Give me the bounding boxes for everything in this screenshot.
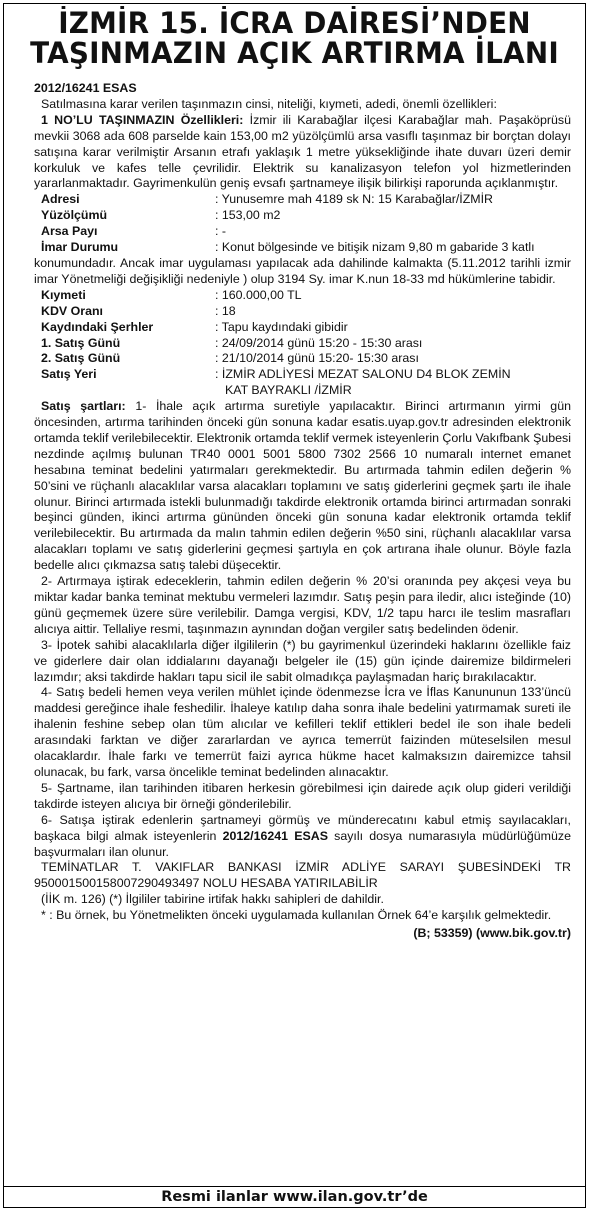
terms-5: 5- Şartname, ilan tarihinden itibaren herkesin görebilmesi için dairede açık olup gideri verildiği takdirde isteyen alıcıya bir örneği gönderilebilir. <box>34 780 571 811</box>
detail-zoning: İmar Durumu : Konut bölgesinde ve bitişik nizam 9,80 m gabaride 3 katlı <box>41 240 535 255</box>
terms-2: 2- Artırmaya iştirak edeceklerin, tahmin edilen değerin % 20’si oranında pey akçesi veya bu miktar kadar banka teminat mektubu vermeleri lazımdır. Satış peşin para iledir, alıcı isteğinde (10) günü geçmemek üzere süre verilebilir. Damga vergisi, KDV, 1/2 tapu harcı ile teslim masrafları alıcıya aittir. Tellaliye resmi, taşınmazın aynından doğan vergiler satış bedelinden ödenir. <box>34 574 571 636</box>
detail-value: Kıymeti : 160.000,00 TL <box>41 287 302 302</box>
terms-4: 4- Satış bedeli hemen veya verilen mühlet içinde ödenmezse İcra ve İflas Kanununun 133’üncü maddesi gereğince ihale feshedilir. İhaleye katılıp daha sonra ihale bedelini yatırmamak sureti ile ihalenin feshine sebep olan tüm alıcılar ve kefilleri teklif ettikleri bedel ile son ihale bedeli arasındaki farktan ve diğer zararlardan ve ayrıca temerrüt faizinden müteselsilen mesul olacaklardır. İhale farkı ve temerrüt faizi ayrıca hükme hacet kalmaksızın dairemizce tahsil olunacak, bu fark, varsa öncelikle teminat bedelinden alınacaktır. <box>34 685 571 779</box>
guarantee-account: TEMİNATLAR T. VAKIFLAR BANKASI İZMİR ADLİYE SARAYI ŞUBESİNDEKİ TR 950001500158007290493497 NOLU HESABA YATIRILABİLİR <box>34 860 571 891</box>
intro-text: Satılmasına karar verilen taşınmazın cinsi, niteliği, kıymeti, adedi, önemli özellikleri: <box>41 96 497 111</box>
notice-body <box>34 81 571 942</box>
property-text: İzmir ili Karabağlar ilçesi Karabağlar mah. Paşaköprüsü mevkii 3068 ada 608 parselde kain 153,00 m2 yüzölçümlü arsa vasıflı taşınmaz bir borçtan dolayı satışına karar verilmiştir Arsanın etrafı yaklaşık 1 metre yüksekliğinde ihate duvarı üzeri demir korkuluk ve kafes telle çevrilidir. Elektrik su kanalizasyon telefon yol hizmetlerinden yararlanmaktadır. Gayrimenkulün geniş evsafı şartnameye ilişik bilirkişi raporunda açıklanmıştır. <box>34 112 571 191</box>
detail-annotations: Kaydındaki Şerhler : Tapu kaydındaki gibidir <box>41 319 348 334</box>
footer-banner: Resmi ilanlar www.ilan.gov.tr’de <box>4 1186 585 1207</box>
iik-note: (İİK m. 126) (*) İlgililer tabirine irtifak hakkı sahipleri de dahildir. <box>41 892 384 907</box>
reference: (B; 53359) (www.bik.gov.tr) <box>413 926 571 941</box>
detail-vat: KDV Oranı : 18 <box>41 303 236 318</box>
terms-heading: Satış şartları: <box>41 399 126 414</box>
detail-address: Adresi : Yunusemre mah 4189 sk N: 15 Karabağlar/İZMİR <box>41 192 494 207</box>
terms-6: 6- Satışa iştirak edenlerin şartnameyi görmüş ve münderecatını kabul etmiş sayılacakları, başkaca bilgi almak isteyenlerin 2012/16241 ESAS sayılı dosya numarasıyla müdürlüğümüze başvurmaları ilan olunur. <box>34 812 571 859</box>
zoning-text: konumundadır. Ancak imar uygulaması yapılacak ada dahilinde kalmakta (5.11.2012 tarihli izmir imar Yönetmeliği değişikliği nedeniyle ) olup 3194 Sy. imar K.nun 18-33 md hükümlerine tabidir. <box>34 255 571 286</box>
detail-sale-date-1: 1. Satış Günü : 24/09/2014 günü 15:20 - 15:30 arası <box>41 335 423 350</box>
notice-frame <box>3 3 586 1208</box>
detail-sale-place: Satış Yeri : İZMİR ADLİYESİ MEZAT SALONU D4 BLOK ZEMİN <box>41 367 511 382</box>
detail-sale-place-cont: KAT BAYRAKLI /İZMİR <box>225 383 352 398</box>
property-description <box>34 113 571 193</box>
detail-area: Yüzölçümü : 153,00 m2 <box>41 208 281 223</box>
example-note: * : Bu örnek, bu Yönetmelikten önceki uygulamada kullanılan Örnek 64’e karşılık gelmektedir. <box>41 908 552 923</box>
title-line-2: TAŞINMAZIN AÇIK ARTIRMA İLANI <box>30 36 559 70</box>
title-line-1: İZMİR 15. İCRA DAİRESİ’NDEN <box>58 6 531 40</box>
file-number: 2012/16241 ESAS <box>34 81 137 95</box>
terms-1: Satış şartları: 1- İhale açık artırma suretiyle yapılacaktır. Birinci artırmanın yirmi gün öncesinden, artırma tarihinden önceki gün sonuna kadar esatis.uyap.gov.tr adresinden elektronik ortamda teklif verilebilecektir. Elektronik ortamda teklif vermek isteyenlerin Çorlu Vakıfbank Şubesi nezdinde açılmış bulunan TR40 0001 5001 5800 7302 2566 10 numaralı internet emanet hesabına teminat bedelini yatırmaları gerekmektedir. Bu artırmada tahmin edilen değerin % 50’sini ve rüçhanlı alacaklılar varsa alacakları toplamını ve satış giderlerini geçmek şartı ile ihale olunur. Birinci artırmada istekli bulunmadığı takdirde elektronik ortamda birinci artırmadan sonraki beşinci günden, ikinci artırma gününden önceki gün sonuna kadar elektronik ortamda teklif verilebilecektir. Bu artırmada da malın tahmin edilen değerin %50 sini, rüçhanlı alacaklılar varsa alacakları toplamı ve satış giderlerini geçmesi şartıyla en çok artırana ihale olunur. Böyle fazla bedelle alıcı çıkmazsa satış talebi düşecektir. <box>34 399 571 573</box>
file-number-inline: 2012/16241 ESAS <box>222 828 328 843</box>
notice-title <box>16 8 574 68</box>
detail-sale-date-2: 2. Satış Günü : 21/10/2014 günü 15:20- 15:30 arası <box>41 351 419 366</box>
terms-3: 3- İpotek sahibi alacaklılarla diğer ilgililerin (*) bu gayrimenkul üzerindeki haklarını özellikle faiz ve giderlere dair olan iddialarını dayanağı belgeler ile (15) gün içinde dairemize bildirmeleri lazımdır; aksi takdirde hakları tapu sicil ile sabit olmadıkça paylaşmadan hariç bırakılacaktır. <box>34 637 571 684</box>
property-heading: 1 NO’LU TAŞINMAZIN Özellikleri: <box>41 112 244 127</box>
detail-share: Arsa Payı : - <box>41 224 227 239</box>
